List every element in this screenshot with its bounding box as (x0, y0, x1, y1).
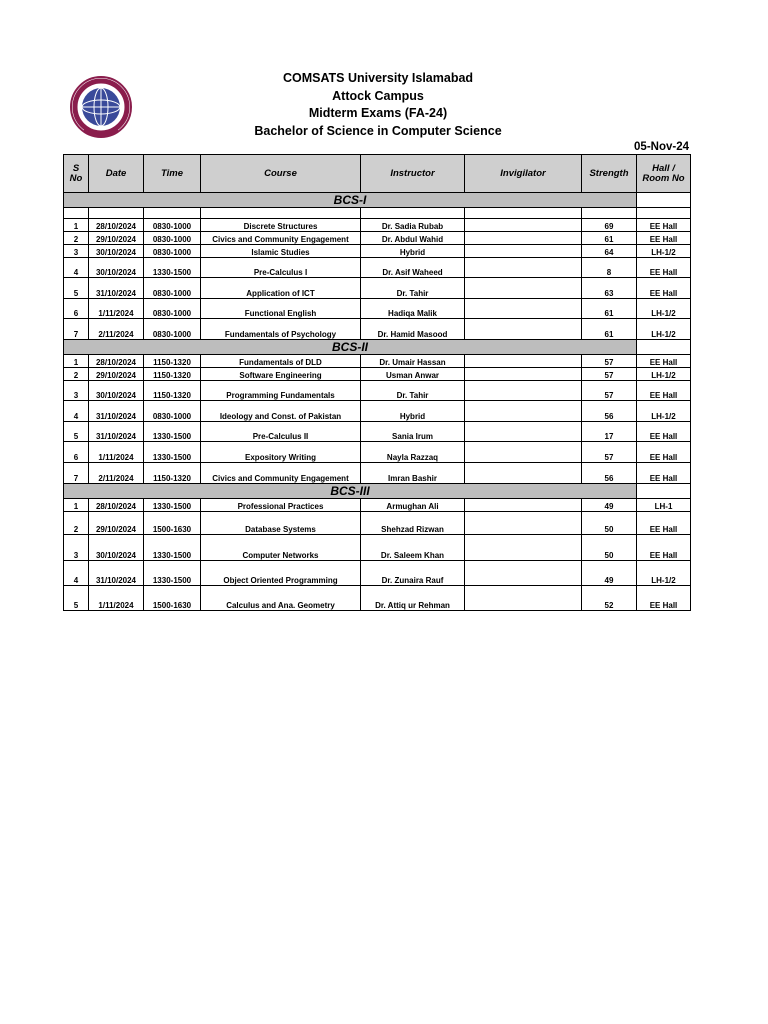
spacer-cell (361, 208, 465, 219)
header-row (64, 155, 691, 193)
cell-hall: LH-1 (637, 499, 691, 512)
cell-course: Fundamentals of DLD (201, 355, 361, 368)
col-header: Time (144, 155, 201, 193)
cell-hall: LH-1/2 (637, 401, 691, 422)
cell-course: Ideology and Const. of Pakistan (201, 401, 361, 422)
section-header-row (64, 193, 691, 208)
cell-time: 1500-1630 (144, 512, 201, 535)
cell-strength: 56 (582, 401, 637, 422)
cell-date: 30/10/2024 (89, 258, 144, 278)
table-row (64, 512, 691, 535)
cell-invigilator (465, 535, 582, 561)
table-row (64, 299, 691, 319)
spacer-cell (201, 208, 361, 219)
cell-strength: 50 (582, 512, 637, 535)
section-header-row (64, 484, 691, 499)
cell-hall: EE Hall (637, 381, 691, 401)
section-title: BCS-II (64, 340, 637, 355)
cell-sno: 2 (64, 232, 89, 245)
cell-date: 2/11/2024 (89, 319, 144, 340)
cell-date: 2/11/2024 (89, 463, 144, 484)
cell-date: 31/10/2024 (89, 278, 144, 299)
cell-date: 28/10/2024 (89, 499, 144, 512)
cell-invigilator (465, 561, 582, 586)
cell-date: 1/11/2024 (89, 299, 144, 319)
cell-invigilator (465, 245, 582, 258)
cell-hall: EE Hall (637, 512, 691, 535)
cell-instructor: Hadiqa Malik (361, 299, 465, 319)
cell-date: 31/10/2024 (89, 422, 144, 442)
cell-time: 0830-1000 (144, 232, 201, 245)
cell-course: Fundamentals of Psychology (201, 319, 361, 340)
cell-sno: 7 (64, 319, 89, 340)
cell-course: Expository Writing (201, 442, 361, 463)
cell-invigilator (465, 381, 582, 401)
cell-instructor: Dr. Asif Waheed (361, 258, 465, 278)
cell-course: Object Oriented Programming (201, 561, 361, 586)
cell-sno: 2 (64, 368, 89, 381)
cell-instructor: Dr. Tahir (361, 278, 465, 299)
cell-sno: 4 (64, 258, 89, 278)
spacer-cell (465, 208, 582, 219)
cell-invigilator (465, 355, 582, 368)
cell-sno: 3 (64, 535, 89, 561)
cell-sno: 2 (64, 512, 89, 535)
cell-course: Application of ICT (201, 278, 361, 299)
cell-course: Civics and Community Engagement (201, 463, 361, 484)
cell-strength: 56 (582, 463, 637, 484)
spacer-cell (144, 208, 201, 219)
section-header-row (64, 340, 691, 355)
cell-strength: 57 (582, 442, 637, 463)
table-row (64, 219, 691, 232)
cell-invigilator (465, 401, 582, 422)
cell-date: 31/10/2024 (89, 401, 144, 422)
cell-instructor: Hybrid (361, 245, 465, 258)
cell-invigilator (465, 232, 582, 245)
table-row (64, 258, 691, 278)
spacer-cell (89, 208, 144, 219)
cell-instructor: Nayla Razzaq (361, 442, 465, 463)
cell-instructor: Imran Bashir (361, 463, 465, 484)
cell-strength: 49 (582, 499, 637, 512)
brand-rest: University Islamabad (344, 71, 474, 85)
col-header: Course (201, 155, 361, 193)
cell-invigilator (465, 499, 582, 512)
table-row (64, 463, 691, 484)
cell-invigilator (465, 258, 582, 278)
cell-time: 1330-1500 (144, 535, 201, 561)
brand-bold: COMSATS (282, 71, 345, 85)
cell-date: 29/10/2024 (89, 512, 144, 535)
cell-date: 29/10/2024 (89, 232, 144, 245)
section-title: BCS-I (64, 193, 637, 208)
section-blank-cell (637, 340, 691, 355)
exam-title: Midterm Exams (FA-24) (308, 106, 448, 120)
spacer-cell (637, 208, 691, 219)
university-name (180, 70, 576, 88)
cell-hall: EE Hall (637, 442, 691, 463)
exam-schedule-table (63, 154, 691, 611)
cell-hall: EE Hall (637, 258, 691, 278)
cell-hall: EE Hall (637, 422, 691, 442)
cell-time: 1330-1500 (144, 422, 201, 442)
cell-strength: 52 (582, 586, 637, 611)
cell-hall: LH-1/2 (637, 245, 691, 258)
cell-hall: EE Hall (637, 232, 691, 245)
table-row (64, 401, 691, 422)
cell-invigilator (465, 463, 582, 484)
cell-sno: 4 (64, 561, 89, 586)
table-row (64, 442, 691, 463)
cell-date: 31/10/2024 (89, 561, 144, 586)
table-row (64, 368, 691, 381)
cell-invigilator (465, 442, 582, 463)
cell-hall: EE Hall (637, 535, 691, 561)
col-header: Invigilator (465, 155, 582, 193)
cell-sno: 7 (64, 463, 89, 484)
cell-sno: 5 (64, 278, 89, 299)
schedule-body (64, 193, 691, 611)
cell-time: 0830-1000 (144, 319, 201, 340)
cell-strength: 64 (582, 245, 637, 258)
cell-strength: 8 (582, 258, 637, 278)
cell-instructor: Hybrid (361, 401, 465, 422)
cell-time: 1330-1500 (144, 442, 201, 463)
cell-time: 1150-1320 (144, 463, 201, 484)
cell-time: 1150-1320 (144, 368, 201, 381)
cell-instructor: Sania Irum (361, 422, 465, 442)
cell-course: Civics and Community Engagement (201, 232, 361, 245)
cell-instructor: Armughan Ali (361, 499, 465, 512)
col-header: Hall / Room No (637, 155, 691, 193)
cell-instructor: Dr. Sadia Rubab (361, 219, 465, 232)
col-header: S No (64, 155, 89, 193)
cell-strength: 61 (582, 299, 637, 319)
cell-sno: 1 (64, 355, 89, 368)
cell-sno: 5 (64, 422, 89, 442)
section-blank-cell (637, 193, 691, 208)
cell-course: Functional English (201, 299, 361, 319)
cell-strength: 69 (582, 219, 637, 232)
cell-invigilator (465, 278, 582, 299)
cell-time: 1500-1630 (144, 586, 201, 611)
cell-sno: 1 (64, 499, 89, 512)
cell-instructor: Dr. Abdul Wahid (361, 232, 465, 245)
table-row (64, 499, 691, 512)
cell-course: Database Systems (201, 512, 361, 535)
cell-hall: LH-1/2 (637, 299, 691, 319)
cell-date: 28/10/2024 (89, 219, 144, 232)
cell-course: Islamic Studies (201, 245, 361, 258)
cell-instructor: Dr. Zunaira Rauf (361, 561, 465, 586)
cell-course: Professional Practices (201, 499, 361, 512)
table-row (64, 319, 691, 340)
cell-time: 0830-1000 (144, 219, 201, 232)
cell-sno: 3 (64, 245, 89, 258)
cell-invigilator (465, 319, 582, 340)
cell-course: Pre-Calculus I (201, 258, 361, 278)
cell-strength: 17 (582, 422, 637, 442)
cell-sno: 1 (64, 219, 89, 232)
cell-strength: 61 (582, 232, 637, 245)
col-header: Instructor (361, 155, 465, 193)
cell-strength: 50 (582, 535, 637, 561)
issue-date: 05-Nov-24 (634, 141, 689, 153)
cell-instructor: Usman Anwar (361, 368, 465, 381)
cell-instructor: Dr. Saleem Khan (361, 535, 465, 561)
cell-invigilator (465, 299, 582, 319)
cell-time: 0830-1000 (144, 299, 201, 319)
cell-hall: EE Hall (637, 278, 691, 299)
cell-sno: 4 (64, 401, 89, 422)
cell-sno: 6 (64, 299, 89, 319)
section-blank-cell (637, 484, 691, 499)
col-header: Strength (582, 155, 637, 193)
cell-hall: EE Hall (637, 355, 691, 368)
cell-course: Software Engineering (201, 368, 361, 381)
table-row (64, 245, 691, 258)
table-row (64, 422, 691, 442)
cell-date: 30/10/2024 (89, 381, 144, 401)
spacer-cell (582, 208, 637, 219)
cell-date: 29/10/2024 (89, 368, 144, 381)
cell-instructor: Dr. Umair Hassan (361, 355, 465, 368)
cell-hall: EE Hall (637, 586, 691, 611)
cell-time: 1330-1500 (144, 561, 201, 586)
cell-time: 1330-1500 (144, 258, 201, 278)
cell-course: Programming Fundamentals (201, 381, 361, 401)
cell-date: 28/10/2024 (89, 355, 144, 368)
cell-date: 30/10/2024 (89, 245, 144, 258)
cell-date: 1/11/2024 (89, 586, 144, 611)
table-row (64, 381, 691, 401)
cell-invigilator (465, 368, 582, 381)
cell-invigilator (465, 586, 582, 611)
table-row (64, 232, 691, 245)
cell-instructor: Dr. Tahir (361, 381, 465, 401)
cell-time: 1330-1500 (144, 499, 201, 512)
cell-sno: 6 (64, 442, 89, 463)
cell-course: Pre-Calculus II (201, 422, 361, 442)
cell-strength: 57 (582, 368, 637, 381)
table-row (64, 586, 691, 611)
spacer-row (64, 208, 691, 219)
program-title: Bachelor of Science in Computer Science (254, 123, 502, 138)
cell-strength: 63 (582, 278, 637, 299)
cell-time: 1150-1320 (144, 355, 201, 368)
cell-date: 30/10/2024 (89, 535, 144, 561)
university-logo (70, 75, 132, 143)
table-row (64, 355, 691, 368)
cell-course: Calculus and Ana. Geometry (201, 586, 361, 611)
section-title: BCS-III (64, 484, 637, 499)
cell-instructor: Dr. Attiq ur Rehman (361, 586, 465, 611)
cell-invigilator (465, 512, 582, 535)
cell-hall: LH-1/2 (637, 561, 691, 586)
cell-hall: LH-1/2 (637, 319, 691, 340)
cell-sno: 5 (64, 586, 89, 611)
table-row (64, 278, 691, 299)
cell-time: 0830-1000 (144, 401, 201, 422)
cell-time: 1150-1320 (144, 381, 201, 401)
campus-name: Attock Campus (332, 88, 424, 103)
cell-strength: 57 (582, 381, 637, 401)
cell-time: 0830-1000 (144, 278, 201, 299)
cell-invigilator (465, 422, 582, 442)
cell-instructor: Shehzad Rizwan (361, 512, 465, 535)
cell-strength: 57 (582, 355, 637, 368)
cell-hall: EE Hall (637, 463, 691, 484)
document-header (180, 70, 576, 140)
cell-strength: 49 (582, 561, 637, 586)
cell-hall: LH-1/2 (637, 368, 691, 381)
cell-time: 0830-1000 (144, 245, 201, 258)
cell-invigilator (465, 219, 582, 232)
cell-sno: 3 (64, 381, 89, 401)
cell-course: Computer Networks (201, 535, 361, 561)
cell-instructor: Dr. Hamid Masood (361, 319, 465, 340)
cell-date: 1/11/2024 (89, 442, 144, 463)
cell-strength: 61 (582, 319, 637, 340)
cell-course: Discrete Structures (201, 219, 361, 232)
cell-hall: EE Hall (637, 219, 691, 232)
col-header: Date (89, 155, 144, 193)
table-row (64, 535, 691, 561)
spacer-cell (64, 208, 89, 219)
table-row (64, 561, 691, 586)
